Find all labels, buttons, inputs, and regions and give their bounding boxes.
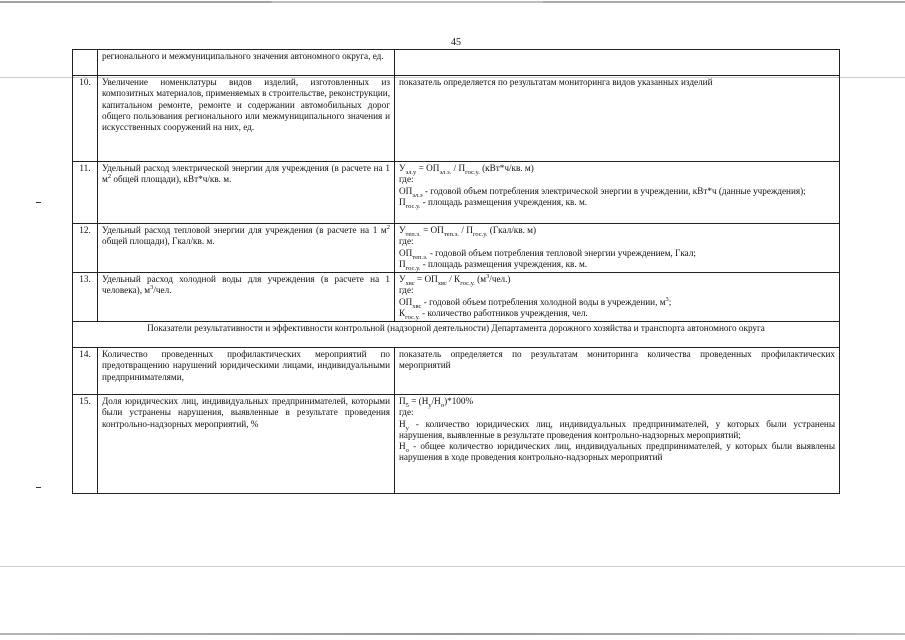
where-label: где: [399,407,414,418]
indicator-method [395,273,840,322]
indicator-name: Увеличение номенклатуры видов изделий, изготовленных из композитных материалов, применяемых в строительстве, реконструкции, капитальном ремонте, ремонте и содержании автомобильных дорог общего пользования регионального или межмуниципального значения и искусственных сооружений на них, ед. [98,76,395,162]
table-row [73,224,840,273]
table-row [73,395,840,494]
scan-edge-top [0,1,905,3]
indicator-method [395,50,840,76]
table-row [73,162,840,224]
row-number: 15. [73,395,98,494]
definition: $Н_у$ - количество юридических лиц, индивидуальных предпринимателей, у которых были устранены нарушения, выявленные в результате проведения контрольно-надзорных мероприятий; [399,418,835,440]
indicators-table [72,49,840,494]
scan-mark [36,202,41,203]
where-label: где: [399,174,414,185]
row-number: 10. [73,76,98,162]
definition: $П_{гос.у.}$ - площадь размещения учреждения, кв. м. [399,258,588,272]
scan-edge-bottom [0,633,905,635]
row-number: 14. [73,348,98,395]
formula: $У_{хвс} = ОП_{хвс} / К_{гос.у.}$ $(м^3/чел.)$ [399,272,511,287]
table-row [73,50,840,76]
definition: $П_{гос.у.}$ - площадь размещения учреждения, кв. м. [399,196,588,210]
row-number: 13. [73,273,98,322]
definition: $ОП_{теп.э.}$ - годовой объем потребления тепловой энергии учреждением, Гкал; [399,247,696,261]
definition: $ОП_{эл.э}$ - годовой объем потребления электрической энергии в учреждении, кВт*ч (данные учреждения); [399,185,806,199]
indicator-name: Удельный расход электрической энергии для учреждения (в расчете на 1 $м^2$ общей площади), кВт*ч/кв. м. [98,162,395,224]
indicator-name: Доля юридических лиц, индивидуальных предпринимателей, которыми были устранены нарушения, выявленные в результате проведения контрольно-надзорных мероприятий, % [98,395,395,494]
where-label: где: [399,285,414,296]
definition: $Н_о$ - общее количество юридических лиц, индивидуальных предпринимателей, у которых были выявлены нарушения в ходе проведения контрольно-надзорных мероприятий [399,441,835,463]
row-number [73,50,98,76]
section-header-row [73,322,840,348]
definition: $К_{гос.у.}$ - количество работников учреждения, чел. [399,307,588,321]
indicator-method: показатель определяется по результатам мониторинга количества проведенных профилактических мероприятий [395,348,840,395]
formula: $П_5 = (Н_у/Н_о)*100\%$ [399,396,474,409]
indicator-method [395,224,840,273]
indicator-name: регионального и межмуниципального значения автономного округа, ед. [98,50,395,76]
indicator-name: Удельный расход тепловой энергии для учреждения (в расчете на 1 $м^2$ общей площади), Гкал/кв. м. [98,224,395,273]
row-number: 11. [73,162,98,224]
table-row [73,76,840,162]
scan-line [0,566,905,567]
table-row [73,273,840,322]
formula: $У_{теп.э.} = ОП_{теп.э.} / П_{гос.у.}$ (Гкал/кв. м) [399,225,537,238]
formula: $У_{эл.у} = ОП_{эл.э.} / П_{гос.у.}$ (кВт*ч/кв. м) [399,163,534,176]
indicator-name: Количество проведенных профилактических мероприятий по предотвращению нарушений юридическими лицами, индивидуальными предпринимателями, [98,348,395,395]
indicator-method [395,395,840,494]
definition: $ОП_{хвс}$ - годовой объем потребления холодной воды в учреждении, $м^3$; [399,295,672,310]
page-number: 45 [451,37,461,48]
table-row [73,348,840,395]
where-label: где: [399,236,414,247]
row-number: 12. [73,224,98,273]
indicator-method [395,162,840,224]
indicator-name: Удельный расход холодной воды для учреждения (в расчете на 1 человека), $м^3$/чел. [98,273,395,322]
section-title: Показатели результативности и эффективности контрольной (надзорной деятельности) Департамента дорожного хозяйства и транспорта автономного округа [73,322,840,348]
scan-mark [36,487,41,488]
indicator-method: показатель определяется по результатам мониторинга видов указанных изделий [395,76,840,162]
